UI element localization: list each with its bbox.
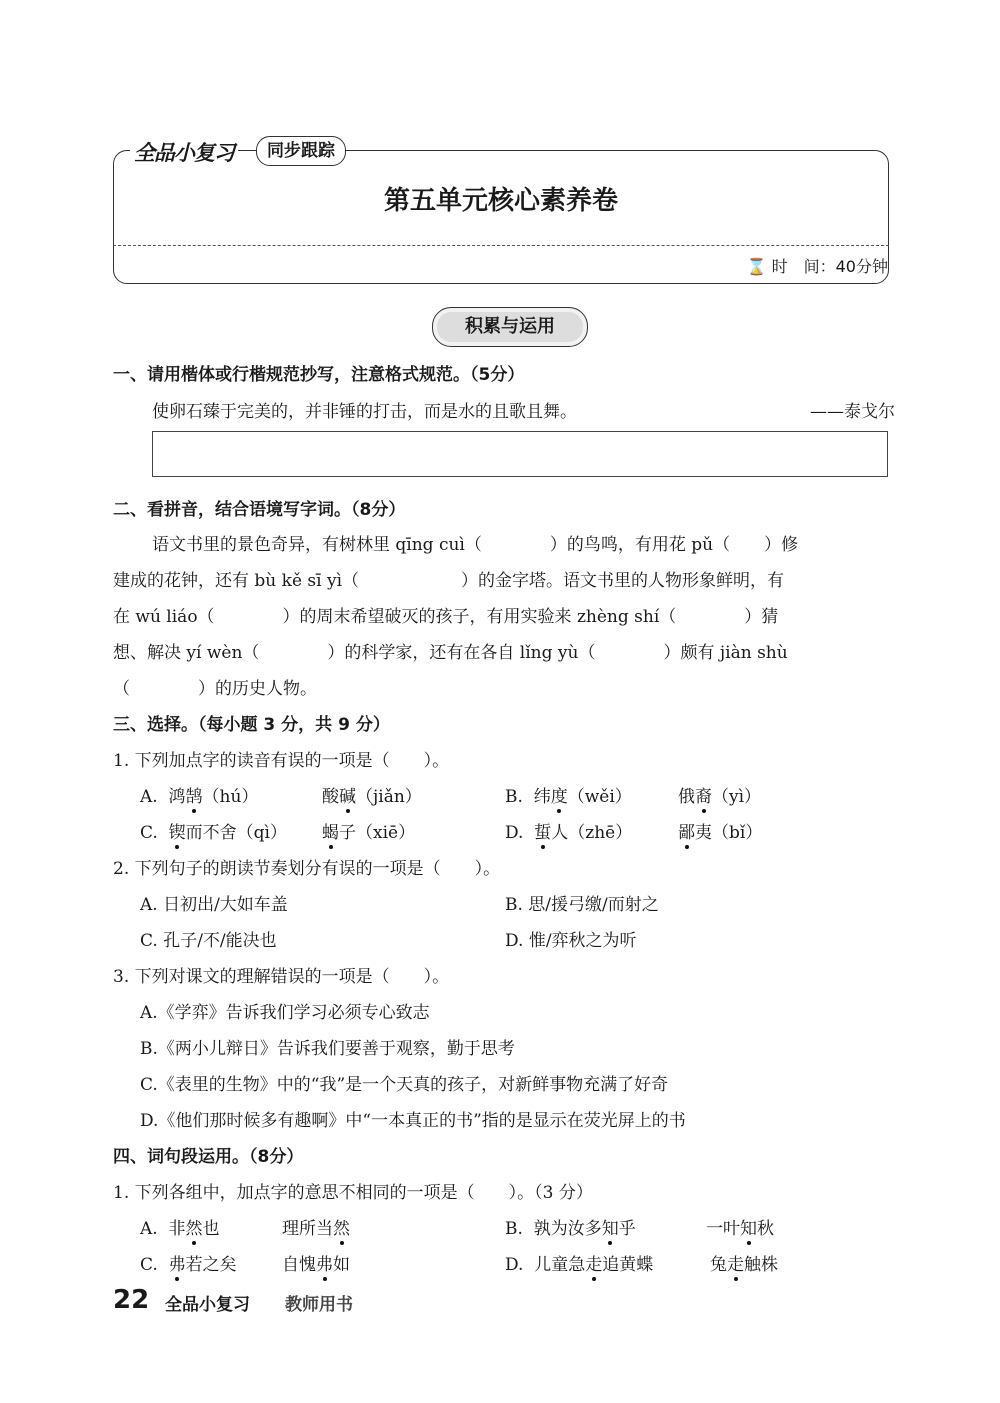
q3-1-option-a-b: 酸碱（jiǎn） xyxy=(322,787,422,807)
section-badge: 积累与运用 xyxy=(432,307,588,347)
page-number: 22 xyxy=(113,1285,150,1315)
q3-2-option-c[interactable]: C. 孔子/不/能决也 xyxy=(140,931,277,951)
q3-3-option-a[interactable]: A.《学弈》告诉我们学习必须专心致志 xyxy=(140,1003,430,1023)
q4-1-option-c[interactable]: C. 弗若之矣 xyxy=(140,1255,237,1275)
q3-3-option-c[interactable]: C.《表里的生物》中的“我”是一个天真的孩子，对新鲜事物充满了好奇 xyxy=(140,1075,669,1095)
series-tag: 同步跟踪 xyxy=(256,136,346,166)
brand-logo: 全品小复习 xyxy=(130,137,238,167)
q3-1-option-b-b: 俄裔（yì） xyxy=(678,787,762,807)
q3-2-option-b[interactable]: B. 思/援弓缴/而射之 xyxy=(505,895,659,915)
q3-1-stem: 1. 下列加点字的读音有误的一项是（ ）。 xyxy=(113,751,450,771)
q3-1-option-c[interactable]: C. 锲而不舍（qì） xyxy=(140,823,287,843)
footer-subtitle: 教师用书 xyxy=(285,1295,353,1315)
q1-author: ——泰戈尔 xyxy=(810,402,895,422)
footer-brand: 全品小复习 xyxy=(165,1295,250,1315)
q4-1-option-d-b: 兔走触株 xyxy=(710,1255,778,1275)
q2-line: （ ）的历史人物。 xyxy=(113,679,317,699)
q4-1-option-c-b: 自愧弗如 xyxy=(282,1255,350,1275)
q4-1-option-b-b: 一叶知秋 xyxy=(706,1219,774,1239)
hourglass-icon: ⌛ xyxy=(746,257,767,276)
question-4-heading: 四、词句段运用。（8分） xyxy=(113,1147,304,1167)
time-info xyxy=(747,254,888,277)
q4-1-option-a-b: 理所当然 xyxy=(282,1219,350,1239)
q2-line: 语文书里的景色奇异，有树林里 qīng cuì（ ）的鸟鸣，有用花 pǔ（ ）修 xyxy=(152,535,799,555)
q3-3-option-b[interactable]: B.《两小儿辩日》告诉我们要善于观察，勤于思考 xyxy=(140,1039,515,1059)
q3-2-stem: 2. 下列句子的朗读节奏划分有误的一项是（ ）。 xyxy=(113,859,501,879)
question-1-heading: 一、请用楷体或行楷规范抄写，注意格式规范。（5分） xyxy=(113,365,525,385)
q3-1-option-c-b: 蝎子（xiē） xyxy=(322,823,416,843)
q4-1-stem: 1. 下列各组中，加点字的意思不相同的一项是（ ）。（3 分） xyxy=(113,1183,593,1203)
question-2-heading: 二、看拼音，结合语境写字词。（8分） xyxy=(113,500,406,520)
q2-line: 想、解决 yí wèn（ ）的科学家，还有在各自 lǐng yù（ ）颇有 jiàn shù xyxy=(113,643,788,663)
q3-2-option-a[interactable]: A. 日初出/大如车盖 xyxy=(140,895,288,915)
question-3-heading: 三、选择。（每小题 3 分，共 9 分） xyxy=(113,715,390,735)
q3-1-option-d-b: 鄙夷（bǐ） xyxy=(678,823,763,843)
q3-2-option-d[interactable]: D. 惟/弈秋之为听 xyxy=(505,931,637,951)
q3-1-option-b[interactable]: B. 纬度（wěi） xyxy=(505,787,632,807)
q1-answer-box[interactable] xyxy=(152,431,888,477)
time-label: 时 间：40分钟 xyxy=(771,257,888,276)
q3-1-option-a[interactable]: A. 鸿鹄（hú） xyxy=(140,787,259,807)
q4-1-option-b[interactable]: B. 孰为汝多知乎 xyxy=(505,1219,636,1239)
q4-1-option-a[interactable]: A. 非然也 xyxy=(140,1219,220,1239)
q2-line: 在 wú liáo（ ）的周末希望破灭的孩子，有用实验来 zhèng shí（ ）猜 xyxy=(113,607,779,627)
q4-1-option-d[interactable]: D. 儿童急走追黄蝶 xyxy=(505,1255,654,1275)
page-title: 第五单元核心素养卷 xyxy=(383,186,618,216)
q3-1-option-d[interactable]: D. 蜇人（zhē） xyxy=(505,823,633,843)
q3-3-option-d[interactable]: D.《他们那时候多有趣啊》中“一本真正的书”指的是显示在荧光屏上的书 xyxy=(140,1111,686,1131)
q3-3-stem: 3. 下列对课文的理解错误的一项是（ ）。 xyxy=(113,967,450,987)
q2-line: 建成的花钟，还有 bù kě sī yì（ ）的金字塔。语文书里的人物形象鲜明，有 xyxy=(113,571,785,591)
q1-quote: 使卵石臻于完美的，并非锤的打击，而是水的且歌且舞。 xyxy=(152,402,577,422)
header-divider xyxy=(113,245,889,246)
